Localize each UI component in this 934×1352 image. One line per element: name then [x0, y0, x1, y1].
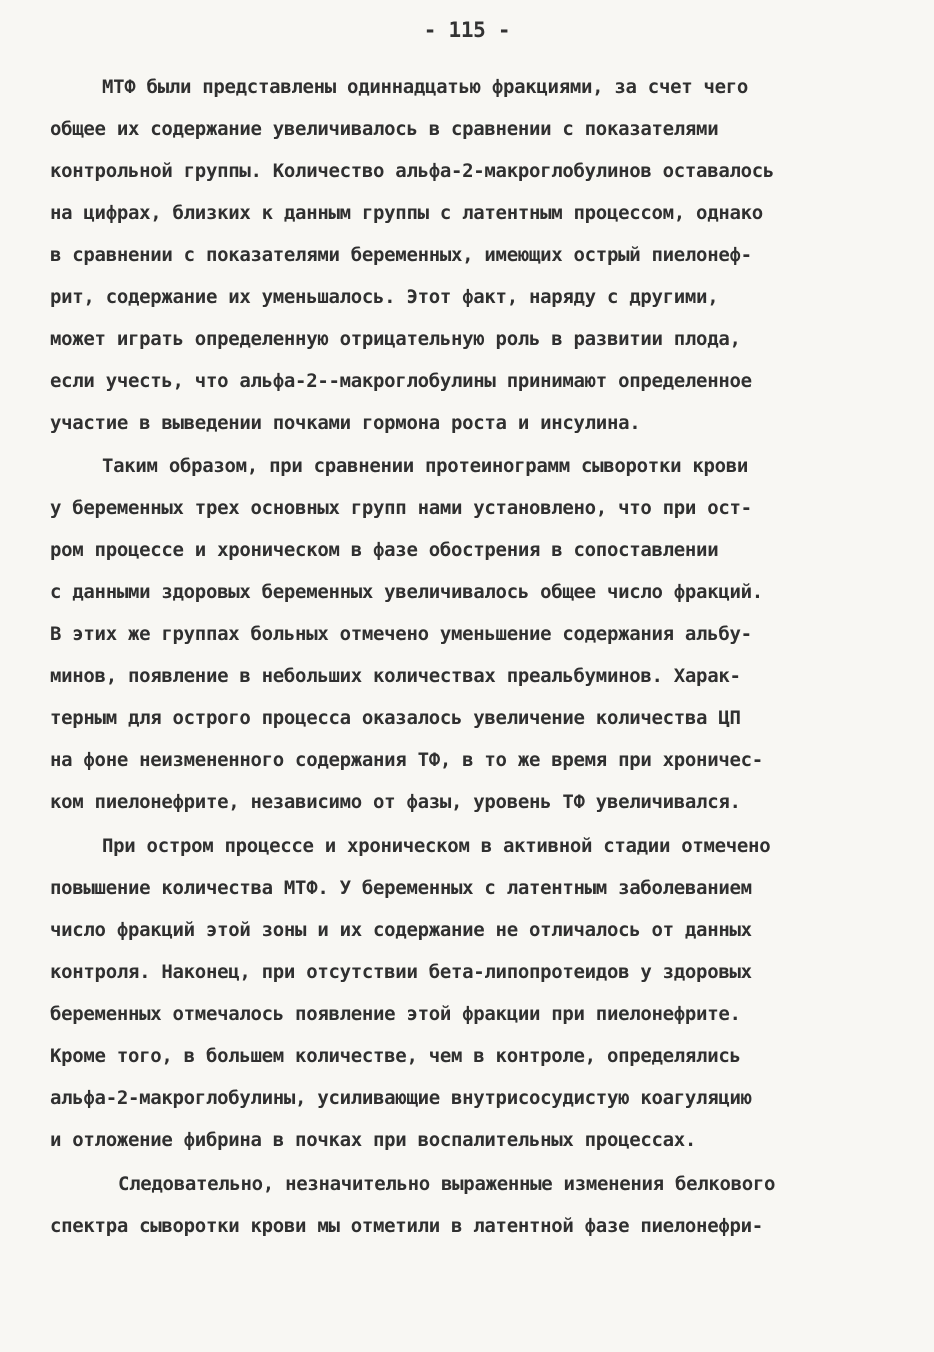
- text-line: с данными здоровых беременных увеличивалось общее число фракций.: [50, 581, 763, 603]
- text-line: на фоне неизмененного содержания ТФ, в то же время при хроничес-: [50, 749, 763, 771]
- text-line: спектра сыворотки крови мы отметили в латентной фазе пиелонефри-: [50, 1215, 763, 1237]
- text-line: рит, содержание их уменьшалось. Этот факт, наряду с другими,: [50, 286, 719, 308]
- text-line: контроля. Наконец, при отсутствии бета-липопротеидов у здоровых: [50, 961, 752, 983]
- text-line: число фракций этой зоны и их содержание не отличалось от данных: [50, 919, 752, 941]
- text-line: альфа-2-макроглобулины, усиливающие внутрисосудистую коагуляцию: [50, 1087, 752, 1109]
- page-number: - 115 -: [423, 18, 511, 42]
- text-line: в сравнении с показателями беременных, имеющих острый пиелонеф-: [50, 244, 752, 266]
- text-line: Следовательно, незначительно выраженные изменения белкового: [118, 1173, 776, 1195]
- text-line: участие в выведении почками гормона роста и инсулина.: [50, 412, 641, 434]
- text-line: и отложение фибрина в почках при воспалительных процессах.: [50, 1129, 697, 1151]
- text-line: ком пиелонефрите, независимо от фазы, уровень ТФ увеличивался.: [50, 791, 741, 813]
- text-line: Таким образом, при сравнении протеинограмм сыворотки крови: [102, 455, 749, 477]
- text-line: терным для острого процесса оказалось увеличение количества ЦП: [50, 707, 741, 729]
- text-line: Кроме того, в большем количестве, чем в контроле, определялись: [50, 1045, 741, 1067]
- text-line: контрольной группы. Количество альфа-2-макроглобулинов оставалось: [50, 160, 775, 182]
- text-line: беременных отмечалось появление этой фракции при пиелонефрите.: [50, 1003, 741, 1025]
- text-line: может играть определенную отрицательную роль в развитии плода,: [50, 328, 741, 350]
- text-line: если учесть, что альфа-2--макроглобулины принимают определенное: [50, 370, 752, 392]
- text-line: повышение количества МТФ. У беременных с латентным заболеванием: [50, 877, 752, 899]
- text-line: В этих же группах больных отмечено уменьшение содержания альбу-: [50, 623, 752, 645]
- text-line: ром процессе и хроническом в фазе обострения в сопоставлении: [50, 539, 719, 561]
- text-line: у беременных трех основных групп нами установлено, что при ост-: [50, 497, 752, 519]
- text-line: МТФ были представлены одиннадцатью фракциями, за счет чего: [102, 76, 749, 98]
- text-line: При остром процессе и хроническом в активной стадии отмечено: [102, 835, 771, 857]
- text-line: минов, появление в небольших количествах преальбуминов. Харак-: [50, 665, 741, 687]
- text-line: на цифрах, близких к данным группы с латентным процессом, однако: [50, 202, 763, 224]
- text-line: общее их содержание увеличивалось в сравнении с показателями: [50, 118, 719, 140]
